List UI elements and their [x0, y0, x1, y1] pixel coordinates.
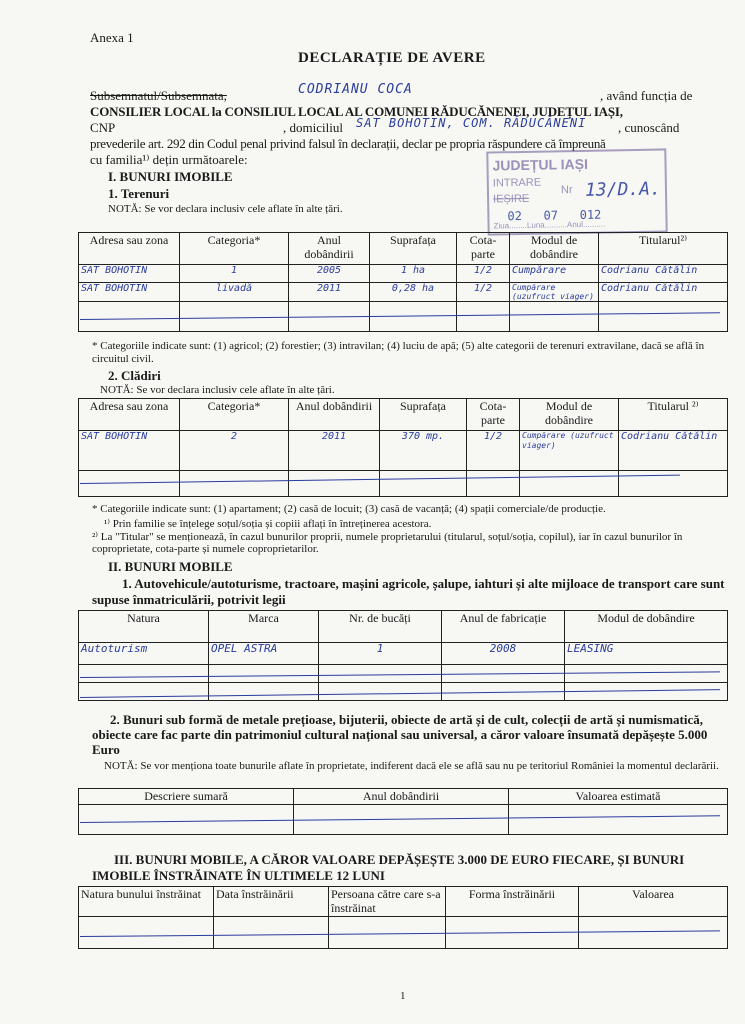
val-cell: [509, 805, 728, 835]
land-col-mode: Modul de dobândire: [510, 233, 599, 265]
land-cell: 1 ha: [370, 265, 457, 283]
bldg-col-share: Cota-parte: [467, 399, 520, 431]
bldg-col-category: Categoria*: [180, 399, 289, 431]
land-col-area: Suprafața: [370, 233, 457, 265]
building-table-header: [79, 399, 728, 431]
veh-col-count: Nr. de bucăți: [319, 611, 442, 643]
land-cell: 1: [180, 265, 289, 283]
page-number: 1: [400, 990, 406, 1002]
bldg-cell: Cumpărare (uzufruct viager): [520, 431, 619, 471]
bldg-cell: [520, 471, 619, 497]
alienated-table-header: [79, 887, 728, 917]
bldg-cell: 370 mp.: [380, 431, 467, 471]
annex-label: Anexa 1: [90, 30, 134, 45]
bldg-footnote-1: * Categoriile indicate sunt: (1) apartament; (2) casă de locuit; (3) casă de vacanță; (4) spații comerciale/de producție.: [92, 503, 606, 515]
land-cell: livadă: [180, 283, 289, 302]
land-cell: SAT BOHOTIN: [79, 265, 180, 283]
alien-col-date: Data înstrăinării: [214, 887, 329, 917]
bldg-cell: [467, 471, 520, 497]
cunoscand-label: , cunoscând: [618, 120, 680, 135]
stamp-number: 13/D.A.: [584, 178, 662, 201]
val-col-description: Descriere sumară: [79, 789, 294, 805]
subsemnatul-label: Subsemnatul/Subsemnata,: [90, 88, 227, 103]
land-cell: 1/2: [457, 283, 510, 302]
vehicles-table-header: [79, 611, 728, 643]
land-col-address: Adresa sau zona: [79, 233, 180, 265]
bldg-cell: Codrianu Cătălin: [619, 431, 728, 471]
land-table-header: [79, 233, 728, 265]
alien-cell: [579, 917, 728, 949]
veh-cell: OPEL ASTRA: [209, 643, 319, 665]
function-text: CONSILIER LOCAL la CONSILIUL LOCAL AL COMUNEI RĂDUCĂNENEI, JUDEȚUL IAȘI,: [90, 104, 623, 119]
vehicles-table: [78, 610, 728, 701]
bldg-cell: [180, 471, 289, 497]
building-row: [79, 431, 728, 471]
land-cell: Codrianu Cătălin: [599, 265, 728, 283]
bldg-cell: 2011: [289, 431, 380, 471]
land-cell: [457, 302, 510, 332]
stamp-iesire: IEȘIRE: [493, 192, 530, 206]
veh-cell: [209, 683, 319, 701]
valuables-note: NOTĂ: Se vor menționa toate bunurile aflate în proprietate, indiferent dacă ele se află sau nu pe teritoriul României la momentul declarării.: [104, 760, 719, 772]
domiciliu-label: , domiciliul: [283, 120, 343, 135]
veh-cell: [79, 665, 209, 683]
section-3-title: III. BUNURI MOBILE, A CĂROR VALOARE DEPĂȘEȘTE 3.000 DE EURO FIECARE, ȘI BUNURI IMOBILE ÎNSTRĂINATE ÎN ULTIMELE 12 LUNI: [92, 852, 685, 883]
bldg-col-address: Adresa sau zona: [79, 399, 180, 431]
declarant-name: CODRIANU COCA: [298, 82, 413, 97]
veh-cell: 2008: [442, 643, 565, 665]
land-col-category: Categoria*: [180, 233, 289, 265]
stamp-intrare: INTRARE: [492, 176, 542, 190]
alien-cell: [214, 917, 329, 949]
section-2-title: II. BUNURI MOBILE: [108, 559, 233, 574]
section-1-title: I. BUNURI IMOBILE: [108, 169, 233, 184]
alienated-table: [78, 886, 728, 949]
stamp-date-labels: Ziua........Luna..........Anul..........: [493, 219, 606, 231]
land-row: [79, 283, 728, 302]
stamp-date: 02 07 012: [507, 207, 602, 224]
bldg-col-area: Suprafața: [380, 399, 467, 431]
land-cell: 0,28 ha: [370, 283, 457, 302]
bldg-col-owner: Titularul ²⁾: [619, 399, 728, 431]
land-col-year: Anul dobândirii: [289, 233, 370, 265]
alien-col-nature: Natura bunului înstrăinat: [79, 887, 214, 917]
val-col-year: Anul dobândirii: [294, 789, 509, 805]
intro-line-5: cu familia¹⁾ dețin următoarele:: [90, 152, 248, 167]
page-title: DECLARAȚIE DE AVERE: [298, 50, 486, 66]
land-cell: [599, 302, 728, 332]
stamp-county: JUDEȚUL IAȘI: [492, 155, 589, 174]
valuables-heading: 2. Bunuri sub formă de metale prețioase, bijuterii, obiecte de artă și de cult, colecții de artă și numismatică, obiecte care fac parte din patrimoniul cultural național sau universal, a căror valoare însumată depășește 5.000 Euro: [92, 712, 708, 757]
veh-col-brand: Marca: [209, 611, 319, 643]
valuables-table-header: [79, 789, 728, 805]
bldg-footnote-2: ¹⁾ Prin familie se înțelege soțul/soția și copiii aflați în întreținerea acestora.: [104, 518, 432, 530]
bldg-cell: [380, 471, 467, 497]
land-cell: Cumpărare (uzufruct viager): [510, 283, 599, 302]
land-cell: [510, 302, 599, 332]
land-cell: Codrianu Cătălin: [599, 283, 728, 302]
bldg-footnote-3: ²⁾ La "Titular" se menționează, în cazul bunurilor proprii, numele proprietarului (titularul, soțul/soția, copilul), iar în cazul bunurilor în coproprietate, cota-parte și numele coproprietarilor.: [92, 531, 683, 555]
cladiri-note: NOTĂ: Se vor declara inclusiv cele aflate în alte țări.: [100, 384, 335, 396]
cnp-label: CNP: [90, 120, 116, 135]
land-cell: 2011: [289, 283, 370, 302]
land-cell: SAT BOHOTIN: [79, 283, 180, 302]
val-col-value: Valoarea estimată: [509, 789, 728, 805]
veh-cell: [79, 683, 209, 701]
alien-col-value: Valoarea: [579, 887, 728, 917]
alien-col-form: Forma înstrăinării: [446, 887, 579, 917]
veh-col-year: Anul de fabricație: [442, 611, 565, 643]
valuables-table: [78, 788, 728, 835]
terenuri-heading: 1. Terenuri: [108, 186, 170, 201]
veh-col-mode: Modul de dobândire: [565, 611, 728, 643]
bldg-cell: 1/2: [467, 431, 520, 471]
land-col-share: Cota-parte: [457, 233, 510, 265]
land-cell: 1/2: [457, 265, 510, 283]
land-row: [79, 265, 728, 283]
veh-cell: Autoturism: [79, 643, 209, 665]
veh-col-nature: Natura: [79, 611, 209, 643]
cladiri-heading: 2. Clădiri: [108, 368, 161, 383]
vehicle-row: [79, 643, 728, 665]
bldg-cell: [289, 471, 380, 497]
bldg-col-mode: Modul de dobândire: [520, 399, 619, 431]
veh-cell: 1: [319, 643, 442, 665]
bldg-col-year: Anul dobândirii: [289, 399, 380, 431]
land-cell: [79, 302, 180, 332]
alien-col-person: Persoana către care s-a înstrăinat: [329, 887, 446, 917]
stamp-nr-label: Nr: [560, 184, 573, 197]
intro-line-1: [90, 88, 227, 104]
function-label: , având funcția de: [600, 88, 693, 103]
vehicle-row: [79, 683, 728, 701]
vehicles-heading: 1. Autovehicule/autoturisme, tractoare, mașini agricole, șalupe, iahturi și alte mijloace de transport care sunt supuse înmatriculării, potrivit legii: [92, 576, 725, 607]
domiciliu-value: SAT BOHOTIN, COM. RĂDUCĂNENI: [356, 116, 587, 130]
alien-cell: [79, 917, 214, 949]
veh-cell: [319, 683, 442, 701]
bldg-cell: 2: [180, 431, 289, 471]
land-col-owner: Titularul²⁾: [599, 233, 728, 265]
land-cell: Cumpărare: [510, 265, 599, 283]
terenuri-note: NOTĂ: Se vor declara inclusiv cele aflate în alte țări.: [108, 203, 343, 215]
land-cell: 2005: [289, 265, 370, 283]
registration-stamp: [486, 148, 667, 235]
veh-cell: LEASING: [565, 643, 728, 665]
land-footnote: * Categoriile indicate sunt: (1) agricol; (2) forestier; (3) intravilan; (4) luciu de apă; (5) alte categorii de terenuri extravilane, dacă se află în circuitul civil.: [92, 340, 705, 365]
veh-cell: [209, 665, 319, 683]
bldg-cell: SAT BOHOTIN: [79, 431, 180, 471]
intro-line-4: prevederile art. 292 din Codul penal privind falsul în declarații, declar pe propria răspundere că împreună: [90, 136, 606, 151]
